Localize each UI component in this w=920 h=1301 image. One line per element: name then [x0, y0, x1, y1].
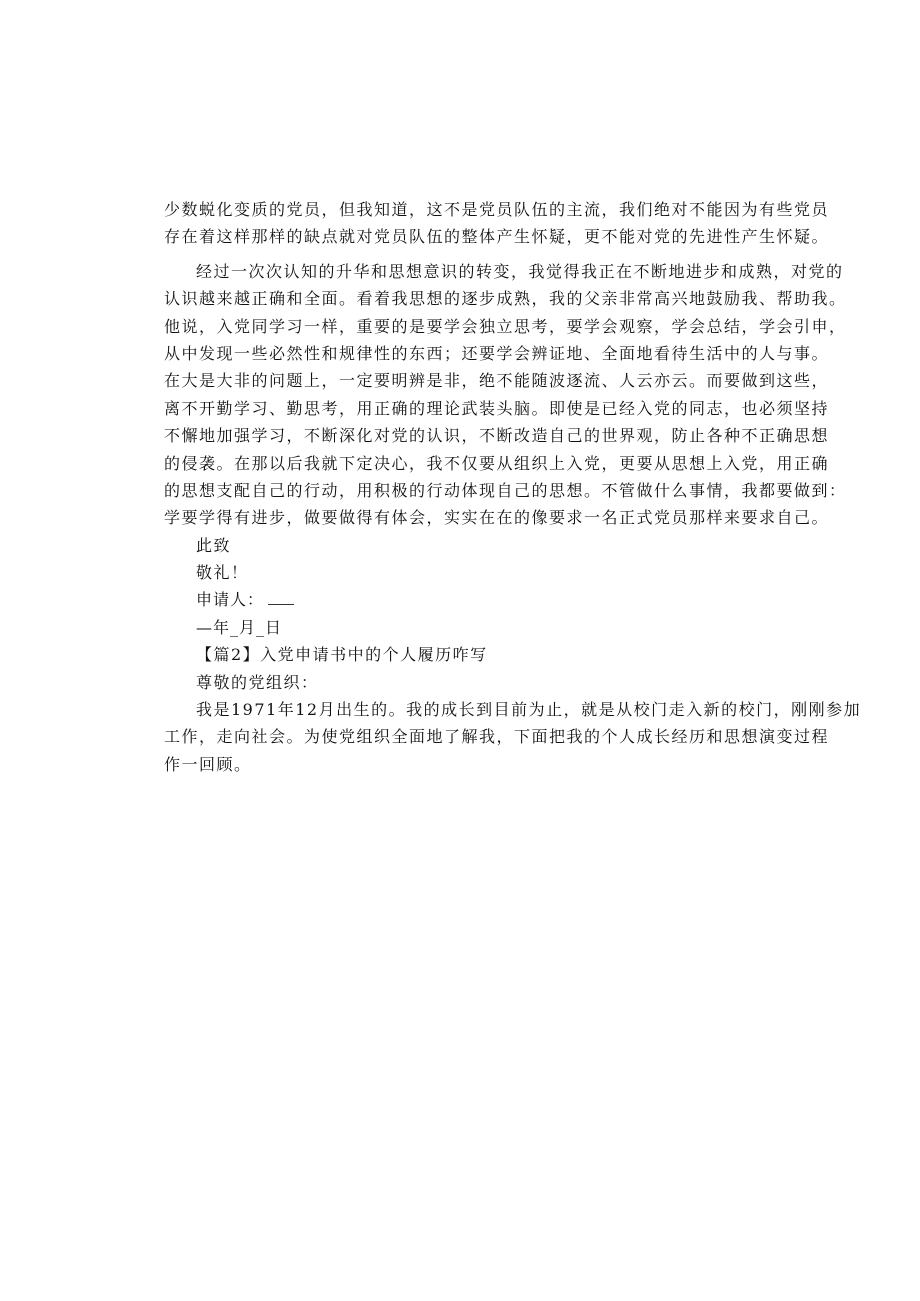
text-line: 从中发现一些必然性和规律性的东西；还要学会辨证地、全面地看待生活中的人与事。: [164, 343, 830, 363]
text-line: 工作，走向社会。为使党组织全面地了解我，下面把我的个人成长经历和思想演变过程: [164, 727, 830, 747]
signature-blank: [268, 590, 294, 605]
text-line: 少数蜕化变质的党员，但我知道，这不是党员队伍的主流，我们绝对不能因为有些党员: [164, 200, 830, 219]
section-heading: 【篇2】入党申请书中的个人履历咋写: [196, 645, 488, 665]
document-body: [164, 196, 862, 778]
text-line: 在大是大非的问题上，一定要明辨是非，绝不能随波逐流、人云亦云。而要做到这些，: [164, 371, 830, 391]
paragraph-2: [164, 258, 847, 532]
text-line: 离不开勤学习、勤思考，用正确的理论武装头脑。即使是已经入党的同志，也必须坚持: [164, 398, 830, 418]
text-line: 经过一次次认知的升华和思想意识的转变，我觉得我正在不断地进步和成熟，对党的: [196, 261, 844, 281]
text-line: 不懈地加强学习，不断深化对党的认识，不断改造自己的世界观，防止各种不正确思想: [164, 426, 830, 446]
salute-text: 敬礼！: [196, 563, 249, 583]
greeting-text: 尊敬的党组织：: [196, 672, 319, 692]
text-line: 的侵袭。在那以后我就下定决心，我不仅要从组织上入党，更要从思想上入党，用正确: [164, 453, 830, 473]
text-line: 存在着这样那样的缺点就对党员队伍的整体产生怀疑，更不能对党的先进性产生怀疑。: [164, 227, 830, 247]
date-line: —年_月_日: [196, 617, 283, 637]
text-line: 我是1971年12月出生的。我的成长到目前为止，就是从校门走入新的校门，刚刚参加: [196, 700, 862, 720]
closing-text: 此致: [196, 535, 232, 555]
applicant-line: [164, 586, 764, 613]
text-line: 作一回顾。: [164, 754, 252, 774]
text-line: 认识越来越正确和全面。看着我思想的逐步成熟，我的父亲非常高兴地鼓励我、帮助我。: [164, 289, 847, 309]
text-line: 的思想支配自己的行动，用积极的行动体现自己的思想。不管做什么事情，我都要做到：: [164, 480, 847, 500]
paragraph-1: [164, 196, 830, 251]
applicant-label: 申请人：: [196, 590, 265, 610]
paragraph-3: [164, 696, 862, 778]
text-line: 学要学得有进步，做要做得有体会，实实在在的像要求一名正式党员那样来要求自己。: [164, 508, 830, 528]
text-line: 他说，入党同学习一样，重要的是要学会独立思考，要学会观察，学会总结，学会引申，: [164, 316, 847, 336]
